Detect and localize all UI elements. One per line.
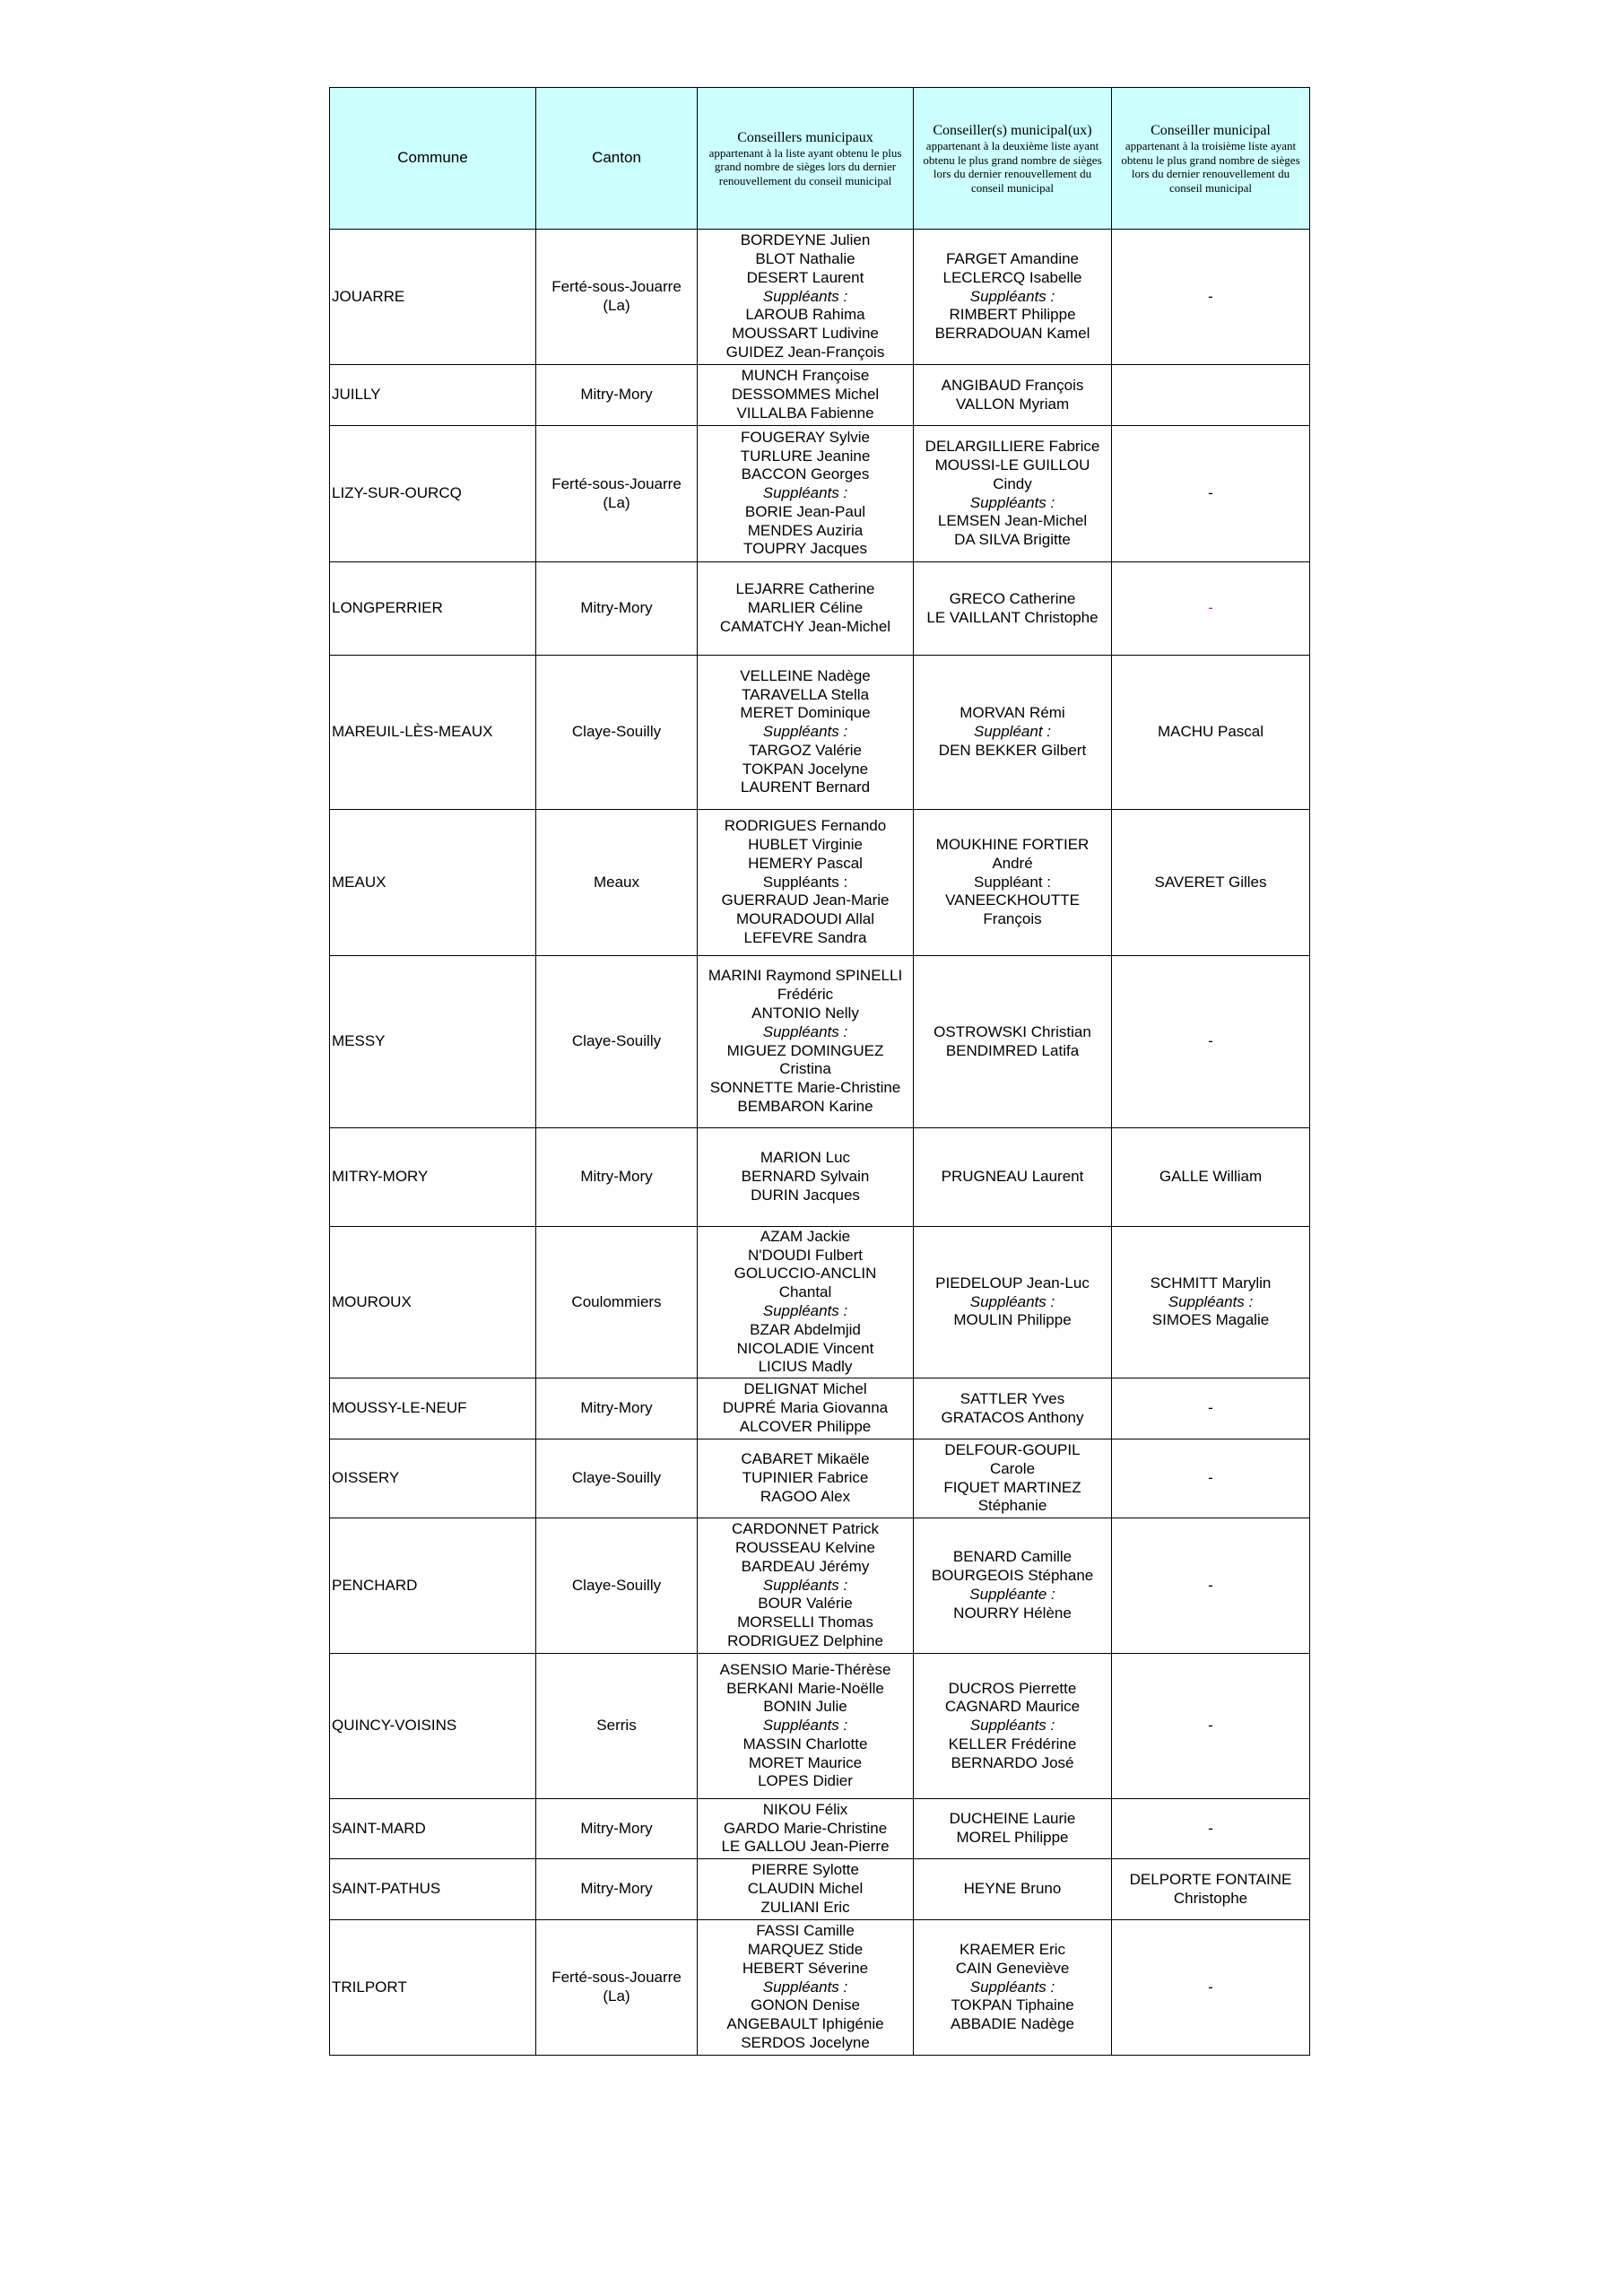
- councillor-name: ZULIANI Eric: [760, 1898, 850, 1916]
- header-list1: [698, 88, 914, 230]
- councillor-name: MIGUEZ DOMINGUEZ: [726, 1041, 884, 1059]
- commune-cell: MITRY-MORY: [330, 1128, 536, 1227]
- councillor-name: PIERRE Sylotte: [751, 1861, 859, 1879]
- councillor-name: DESERT Laurent: [746, 268, 864, 286]
- councillor-name: LEFEVRE Sandra: [743, 928, 867, 946]
- list3-cell: [1112, 1859, 1310, 1920]
- councillor-name: HEMERY Pascal: [748, 854, 863, 872]
- list2-cell: [914, 1654, 1112, 1799]
- canton-line: Mitry-Mory: [580, 386, 653, 404]
- councillor-name: LAROUB Rahima: [745, 306, 865, 324]
- empty-dash: -: [1208, 1032, 1213, 1050]
- list1-cell: [698, 230, 914, 365]
- list2-cell: [914, 1518, 1112, 1654]
- list2-cell: [914, 1227, 1112, 1378]
- list1-cell: [698, 1920, 914, 2056]
- councillor-name: KRAEMER Eric: [959, 1941, 1066, 1958]
- councillor-name: Cristina: [779, 1060, 831, 1078]
- councillor-name: GRATACOS Anthony: [941, 1408, 1084, 1426]
- councillor-name: MOUKHINE FORTIER: [935, 836, 1090, 853]
- councillor-name: MOULIN Philippe: [953, 1311, 1072, 1329]
- substitutes-label: Suppléants :: [762, 1576, 848, 1594]
- canton-cell: [536, 1654, 698, 1799]
- table-row: [330, 1654, 1310, 1799]
- list3-cell: [1112, 1518, 1310, 1654]
- table-row: [330, 1227, 1310, 1378]
- list1-cell: [698, 1654, 914, 1799]
- councillor-name: SATTLER Yves: [960, 1389, 1065, 1407]
- canton-cell: [536, 562, 698, 656]
- councillor-name: MORVAN Rémi: [960, 704, 1065, 722]
- list1-cell: [698, 1378, 914, 1439]
- councillor-name: RODRIGUES Fernando: [724, 817, 887, 835]
- councillor-name: PIEDELOUP Jean-Luc: [935, 1274, 1090, 1292]
- header-canton: Canton: [536, 88, 698, 230]
- list2-cell: [914, 1439, 1112, 1518]
- councillor-name: SAVERET Gilles: [1154, 873, 1267, 891]
- councillor-name: SONNETTE Marie-Christine: [709, 1079, 901, 1097]
- councillor-name: ANGIBAUD François: [941, 376, 1084, 394]
- councillor-name: AZAM Jackie: [760, 1227, 851, 1245]
- list3-cell: [1112, 956, 1310, 1128]
- councillor-name: BARDEAU Jérémy: [741, 1557, 870, 1575]
- councillor-name: TOKPAN Tiphaine: [951, 1996, 1074, 2014]
- councillor-name: MOREL Philippe: [956, 1829, 1069, 1846]
- substitutes-label: Suppléants :: [762, 723, 848, 741]
- councillor-name: Chantal: [778, 1283, 832, 1301]
- canton-cell: [536, 1799, 698, 1859]
- table-row: [330, 1128, 1310, 1227]
- table-body: [330, 230, 1310, 2056]
- empty-dash: -: [1208, 1978, 1213, 1996]
- list1-cell: [698, 1227, 914, 1378]
- canton-line: Mitry-Mory: [580, 1819, 653, 1837]
- councillor-name: MORSELLI Thomas: [737, 1613, 873, 1631]
- councillor-name: DELIGNAT Michel: [743, 1380, 867, 1398]
- empty-dash: -: [1208, 1819, 1213, 1837]
- substitutes-label: Suppléants :: [969, 1978, 1055, 1996]
- councillor-name: CABARET Mikaële: [741, 1450, 870, 1468]
- canton-cell: [536, 1227, 698, 1378]
- canton-line: Claye-Souilly: [571, 1469, 662, 1487]
- list3-cell: [1112, 1654, 1310, 1799]
- table-header: [330, 88, 1310, 230]
- list3-cell: [1112, 1227, 1310, 1378]
- list1-cell: [698, 956, 914, 1128]
- list3-cell: [1112, 426, 1310, 562]
- table-row: [330, 1920, 1310, 2056]
- header-row: [330, 88, 1310, 230]
- substitutes-label: Suppléants :: [762, 1022, 848, 1040]
- canton-line: Claye-Souilly: [571, 723, 662, 741]
- councillor-name: DA SILVA Brigitte: [954, 531, 1071, 549]
- councillor-name: LICIUS Madly: [758, 1358, 853, 1376]
- canton-line: Mitry-Mory: [580, 1168, 653, 1186]
- list2-cell: [914, 426, 1112, 562]
- commune-cell: LIZY-SUR-OURCQ: [330, 426, 536, 562]
- list3-cell: [1112, 365, 1310, 426]
- canton-line: Mitry-Mory: [580, 599, 653, 617]
- councillor-name: LEJARRE Catherine: [735, 580, 875, 598]
- councillor-name: ALCOVER Philippe: [739, 1417, 872, 1435]
- canton-line: Ferté-sous-Jouarre: [551, 474, 682, 492]
- commune-cell: JOUARRE: [330, 230, 536, 365]
- list3-cell: [1112, 1378, 1310, 1439]
- councillor-name: Suppléants :: [762, 873, 848, 891]
- commune-cell: MAREUIL-LÈS-MEAUX: [330, 656, 536, 810]
- councillor-name: MUNCH Françoise: [741, 367, 870, 385]
- councillor-name: HEYNE Bruno: [963, 1880, 1062, 1898]
- list2-cell: [914, 1920, 1112, 2056]
- commune-cell: LONGPERRIER: [330, 562, 536, 656]
- councillor-name: BENARD Camille: [952, 1548, 1073, 1566]
- header-list3-sub: appartenant à la troisième liste ayant obtenu le plus grand nombre de sièges lors du dernier renouvellement du conseil municipal: [1121, 139, 1300, 195]
- list2-cell: [914, 562, 1112, 656]
- commune-cell: MOUROUX: [330, 1227, 536, 1378]
- list2-cell: [914, 230, 1112, 365]
- councillor-name: N'DOUDI Fulbert: [748, 1246, 863, 1264]
- councillor-name: TARAVELLA Stella: [741, 685, 870, 703]
- councillor-name: BENDIMRED Latifa: [945, 1041, 1080, 1059]
- councillor-name: VILLALBA Fabienne: [736, 404, 874, 422]
- header-list2-title: Conseiller(s) municipal(ux): [933, 123, 1092, 138]
- commune-cell: MESSY: [330, 956, 536, 1128]
- councillor-name: VELLEINE Nadège: [740, 666, 871, 684]
- table-row: [330, 426, 1310, 562]
- table-row: [330, 562, 1310, 656]
- list3-cell: [1112, 1128, 1310, 1227]
- councillor-name: CAGNARD Maurice: [944, 1698, 1081, 1716]
- canton-cell: [536, 1439, 698, 1518]
- councillor-name: DEN BEKKER Gilbert: [938, 741, 1087, 759]
- councillor-name: FOUGERAY Sylvie: [741, 428, 870, 446]
- header-list2: [914, 88, 1112, 230]
- councillor-name: DUPRÉ Maria Giovanna: [722, 1399, 889, 1417]
- councillor-name: CAMATCHY Jean-Michel: [719, 617, 891, 635]
- commune-cell: MEAUX: [330, 810, 536, 956]
- councillor-name: André: [992, 854, 1033, 872]
- canton-cell: [536, 1859, 698, 1920]
- list2-cell: [914, 810, 1112, 956]
- table-row: [330, 1439, 1310, 1518]
- commune-cell: TRILPORT: [330, 1920, 536, 2056]
- councillor-name: BORIE Jean-Paul: [744, 502, 866, 520]
- canton-line: Serris: [596, 1717, 637, 1735]
- table-row: [330, 1378, 1310, 1439]
- councillor-name: BOURGEOIS Stéphane: [931, 1567, 1094, 1585]
- councillor-name: BERNARD Sylvain: [741, 1168, 870, 1186]
- empty-dash: -: [1208, 1399, 1213, 1417]
- substitutes-label: Suppléants :: [762, 1302, 848, 1319]
- councillor-name: Cindy: [993, 474, 1032, 492]
- councillor-name: NOURRY Hélène: [953, 1604, 1072, 1622]
- councillor-name: DURIN Jacques: [751, 1186, 860, 1204]
- canton-line: Meaux: [593, 873, 640, 891]
- list1-cell: [698, 1439, 914, 1518]
- header-list1-sub: appartenant à la liste ayant obtenu le plus grand nombre de sièges lors du dernier renouvellement du conseil municipal: [708, 145, 902, 187]
- substitutes-label: Suppléante :: [969, 1586, 1055, 1603]
- canton-line: Mitry-Mory: [580, 1399, 653, 1417]
- commune-cell: MOUSSY-LE-NEUF: [330, 1378, 536, 1439]
- councillor-name: GONON Denise: [751, 1996, 860, 2014]
- substitutes-label: Suppléants :: [762, 287, 848, 305]
- councillor-name: GRECO Catherine: [949, 589, 1076, 607]
- councillor-name: GARDO Marie-Christine: [723, 1819, 888, 1837]
- canton-line: Ferté-sous-Jouarre: [551, 278, 682, 296]
- councillor-name: ROUSSEAU Kelvine: [735, 1539, 875, 1556]
- list1-cell: [698, 656, 914, 810]
- list3-cell: [1112, 1799, 1310, 1859]
- councillor-name: MOUSSI-LE GUILLOU: [934, 456, 1090, 474]
- empty-dash: -: [1208, 484, 1213, 502]
- canton-line: Claye-Souilly: [571, 1576, 662, 1594]
- councillor-name: MENDES Auziria: [747, 521, 864, 539]
- list2-cell: [914, 1859, 1112, 1920]
- canton-cell: [536, 426, 698, 562]
- table-row: [330, 230, 1310, 365]
- canton-cell: [536, 656, 698, 810]
- councillor-name: MORET Maurice: [748, 1753, 863, 1771]
- list2-cell: [914, 956, 1112, 1128]
- councillor-name: LECLERCQ Isabelle: [942, 268, 1082, 286]
- substitutes-label: Suppléants :: [969, 287, 1055, 305]
- councillor-name: Christophe: [1173, 1889, 1248, 1907]
- councillor-name: FASSI Camille: [756, 1922, 855, 1940]
- councillor-name: GALLE William: [1159, 1168, 1263, 1186]
- councillor-name: VALLON Myriam: [955, 395, 1070, 413]
- list1-cell: [698, 810, 914, 956]
- list1-cell: [698, 365, 914, 426]
- councillor-name: SCHMITT Marylin: [1150, 1274, 1272, 1292]
- list3-cell: [1112, 562, 1310, 656]
- canton-cell: [536, 956, 698, 1128]
- councillor-name: LEMSEN Jean-Michel: [937, 512, 1088, 530]
- empty-dash: -: [1208, 1576, 1213, 1594]
- councillor-name: TARGOZ Valérie: [749, 741, 862, 759]
- list3-cell: [1112, 230, 1310, 365]
- table-row: [330, 956, 1310, 1128]
- council-table: [329, 87, 1310, 2056]
- list2-cell: [914, 656, 1112, 810]
- councillor-name: TURLURE Jeanine: [740, 447, 871, 465]
- councillor-name: ANTONIO Nelly: [751, 1004, 859, 1022]
- councillor-name: LAURENT Bernard: [740, 778, 871, 796]
- councillor-name: LE VAILLANT Christophe: [926, 608, 1099, 626]
- councillor-name: BACCON Georges: [741, 465, 870, 483]
- councillor-name: BORDEYNE Julien: [740, 231, 871, 249]
- councillor-name: FIQUET MARTINEZ: [943, 1478, 1081, 1496]
- councillor-name: BERRADOUAN Kamel: [934, 325, 1090, 343]
- header-list3-title: Conseiller municipal: [1151, 123, 1271, 138]
- canton-cell: [536, 1920, 698, 2056]
- substitutes-label: Suppléants :: [762, 1978, 848, 1996]
- councillor-name: RAGOO Alex: [760, 1487, 851, 1505]
- councillor-name: BZAR Abdelmjid: [750, 1320, 861, 1338]
- councillor-name: NIKOU Félix: [762, 1800, 848, 1818]
- councillor-name: RIMBERT Philippe: [949, 306, 1076, 324]
- canton-cell: [536, 1128, 698, 1227]
- councillor-name: BLOT Nathalie: [755, 250, 855, 267]
- header-list2-sub: appartenant à la deuxième liste ayant obtenu le plus grand nombre de sièges lors du dernier renouvellement du conseil municipal: [923, 139, 1102, 195]
- canton-line: Mitry-Mory: [580, 1880, 653, 1898]
- list3-cell: [1112, 1439, 1310, 1518]
- list3-cell: [1112, 1920, 1310, 2056]
- list2-cell: [914, 365, 1112, 426]
- canton-line: (La): [603, 1987, 630, 2005]
- list1-cell: [698, 562, 914, 656]
- canton-cell: [536, 1378, 698, 1439]
- councillor-name: ABBADIE Nadège: [951, 2015, 1074, 2033]
- councillor-name: GOLUCCIO-ANCLIN: [734, 1265, 877, 1283]
- councillor-name: MARINI Raymond SPINELLI: [708, 967, 903, 985]
- empty-dash: -: [1208, 1717, 1213, 1735]
- councillor-name: VANEECKHOUTTE: [945, 891, 1080, 909]
- councillor-name: GUERRAUD Jean-Marie: [721, 891, 890, 909]
- councillor-name: DUCROS Pierrette: [948, 1679, 1077, 1697]
- substitutes-label: Suppléant :: [973, 723, 1051, 741]
- list2-cell: [914, 1128, 1112, 1227]
- empty-dash: -: [1208, 599, 1213, 617]
- empty-dash: -: [1208, 287, 1213, 305]
- list1-cell: [698, 1128, 914, 1227]
- table-row: [330, 365, 1310, 426]
- councillor-name: MASSIN Charlotte: [743, 1735, 868, 1752]
- councillor-name: NICOLADIE Vincent: [736, 1339, 874, 1357]
- canton-line: (La): [603, 493, 630, 511]
- councillor-name: Suppléant :: [973, 873, 1051, 891]
- commune-cell: OISSERY: [330, 1439, 536, 1518]
- councillor-name: BERNARDO José: [951, 1753, 1074, 1771]
- list2-cell: [914, 1799, 1112, 1859]
- councillor-name: MOURADOUDI Allal: [736, 910, 874, 928]
- councillor-name: ASENSIO Marie-Thérèse: [719, 1660, 891, 1678]
- councillor-name: BERKANI Marie-Noëlle: [726, 1679, 884, 1697]
- councillor-name: DELPORTE FONTAINE: [1129, 1870, 1292, 1888]
- commune-cell: SAINT-MARD: [330, 1799, 536, 1859]
- table-row: [330, 1859, 1310, 1920]
- councillor-name: DELFOUR-GOUPIL: [944, 1440, 1081, 1458]
- councillor-name: BEMBARON Karine: [737, 1097, 873, 1115]
- councillor-name: MOUSSART Ludivine: [732, 325, 879, 343]
- list3-cell: [1112, 810, 1310, 956]
- canton-line: Ferté-sous-Jouarre: [551, 1969, 682, 1987]
- councillor-name: BONIN Julie: [763, 1698, 847, 1716]
- councillor-name: MARQUEZ Stide: [747, 1941, 864, 1958]
- list1-cell: [698, 1799, 914, 1859]
- councillor-name: CAIN Geneviève: [955, 1959, 1070, 1977]
- councillor-name: ANGEBAULT Iphigénie: [726, 2015, 884, 2033]
- canton-line: (La): [603, 297, 630, 314]
- councillor-name: OSTROWSKI Christian: [934, 1022, 1091, 1040]
- substitutes-label: Suppléants :: [762, 1717, 848, 1735]
- table-row: [330, 1518, 1310, 1654]
- councillor-name: MARION Luc: [760, 1149, 851, 1167]
- table-row: [330, 1799, 1310, 1859]
- commune-cell: PENCHARD: [330, 1518, 536, 1654]
- list2-cell: [914, 1378, 1112, 1439]
- councillor-name: PRUGNEAU Laurent: [941, 1168, 1084, 1186]
- councillor-name: Stéphanie: [977, 1497, 1047, 1515]
- councillor-name: LE GALLOU Jean-Pierre: [721, 1838, 890, 1856]
- substitutes-label: Suppléants :: [969, 1292, 1055, 1310]
- list1-cell: [698, 1518, 914, 1654]
- commune-cell: JUILLY: [330, 365, 536, 426]
- councillor-name: HUBLET Virginie: [748, 836, 863, 853]
- canton-line: Coulommiers: [571, 1292, 662, 1310]
- councillor-name: DUCHEINE Laurie: [949, 1810, 1076, 1828]
- commune-cell: QUINCY-VOISINS: [330, 1654, 536, 1799]
- canton-cell: [536, 810, 698, 956]
- empty-dash: -: [1208, 1469, 1213, 1487]
- councillor-name: TUPINIER Fabrice: [742, 1469, 869, 1487]
- table-row: [330, 810, 1310, 956]
- canton-cell: [536, 365, 698, 426]
- header-list3: [1112, 88, 1310, 230]
- header-list1-title: Conseillers municipaux: [737, 129, 873, 145]
- substitutes-label: Suppléants :: [762, 484, 848, 502]
- councillor-name: KELLER Frédérine: [948, 1735, 1077, 1752]
- canton-line: Claye-Souilly: [571, 1032, 662, 1050]
- councillor-name: SIMOES Magalie: [1151, 1311, 1270, 1329]
- councillor-name: MACHU Pascal: [1157, 723, 1264, 741]
- councillor-name: RODRIGUEZ Delphine: [727, 1631, 883, 1649]
- substitutes-label: Suppléants :: [969, 1717, 1055, 1735]
- substitutes-label: Suppléants :: [969, 493, 1055, 511]
- list1-cell: [698, 1859, 914, 1920]
- substitutes-label: Suppléants :: [1168, 1292, 1254, 1310]
- canton-cell: [536, 230, 698, 365]
- councillor-name: TOUPRY Jacques: [743, 540, 867, 558]
- councillor-name: MARLIER Céline: [747, 599, 864, 617]
- table-row: [330, 656, 1310, 810]
- councillor-name: CARDONNET Patrick: [731, 1520, 880, 1538]
- list1-cell: [698, 426, 914, 562]
- councillor-name: Carole: [989, 1459, 1036, 1477]
- councillor-name: MERET Dominique: [740, 704, 871, 722]
- councillor-name: SERDOS Jocelyne: [741, 2033, 870, 2051]
- councillor-name: TOKPAN Jocelyne: [742, 760, 869, 778]
- commune-cell: SAINT-PATHUS: [330, 1859, 536, 1920]
- councillor-name: GUIDEZ Jean-François: [725, 343, 885, 361]
- councillor-name: DESSOMMES Michel: [731, 386, 880, 404]
- councillor-name: FARGET Amandine: [945, 250, 1080, 267]
- canton-cell: [536, 1518, 698, 1654]
- header-commune: Commune: [330, 88, 536, 230]
- councillor-name: DELARGILLIERE Fabrice: [925, 438, 1100, 456]
- councillor-name: BOUR Valérie: [758, 1595, 853, 1613]
- councillor-name: François: [983, 910, 1042, 928]
- councillor-name: LOPES Didier: [758, 1772, 853, 1790]
- councillor-name: HEBERT Séverine: [742, 1959, 869, 1977]
- councillor-name: CLAUDIN Michel: [747, 1880, 864, 1898]
- list3-cell: [1112, 656, 1310, 810]
- councillor-name: Frédéric: [777, 986, 834, 1004]
